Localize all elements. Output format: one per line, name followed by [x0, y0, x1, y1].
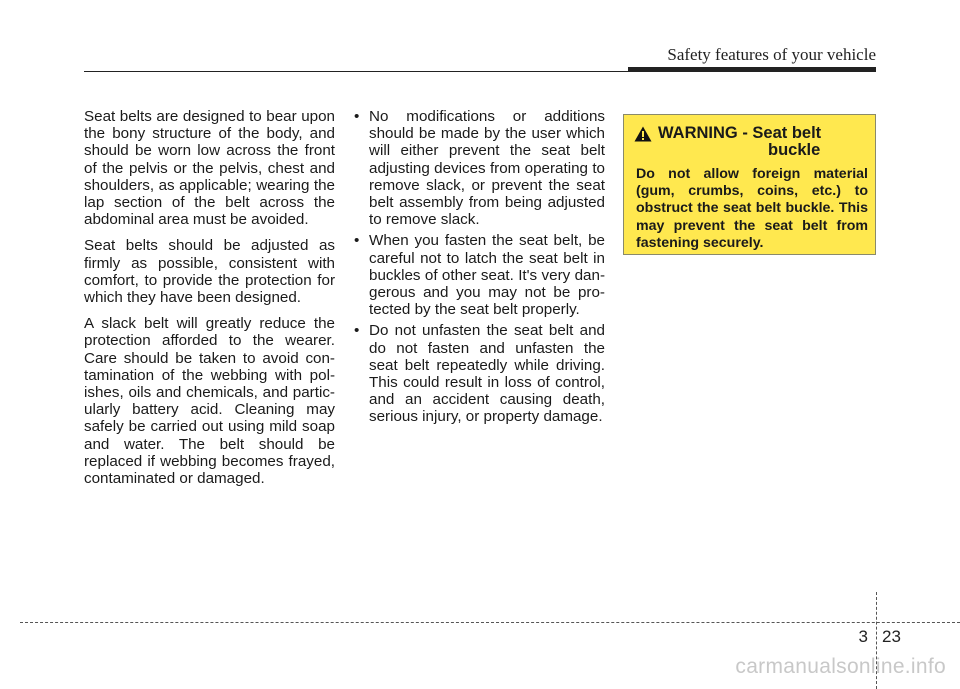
paragraph: Seat belts are designed to bear upon the bony structure of the body, and should be worn low across the front of the pelvis or the pelvis, chest and shoulders, as applicable; wearing the lap section of the belt across the abdominal area must be avoided.	[84, 108, 335, 229]
body-column-middle	[354, 108, 605, 430]
list-item	[354, 232, 605, 318]
paragraph: A slack belt will greatly reduce the protection afforded to the wearer. Care should be taken to avoid con-tamination of the webbing with pol-ishes, oils and chemicals, and partic-ularly battery acid. Cleaning may safely be carried out using mild soap and water. The belt should be replaced if webbing becomes frayed, contaminated or damaged.	[84, 315, 335, 488]
footer-divider	[20, 622, 960, 623]
list-item-text: No modifications or additions should be made by the user which will either prevent the seat belt adjusting devices from operating to remove slack, or prevent the seat belt assembly from being adjusted to remove slack.	[369, 108, 605, 229]
list-item	[354, 322, 605, 425]
section-title: Safety features of your vehicle	[667, 45, 876, 64]
warning-box	[623, 114, 876, 255]
list-item	[354, 108, 605, 228]
paragraph: Seat belts should be adjusted as firmly as possible, consistent with comfort, to provide the protection for which they have been designed.	[84, 237, 335, 307]
warning-title-line1: WARNING - Seat belt	[658, 124, 822, 142]
page-number: 23	[882, 627, 901, 646]
bullet-icon: •	[354, 322, 360, 340]
header-accent-bar	[628, 67, 876, 72]
warning-title	[624, 125, 877, 159]
list-item-text: When you fasten the seat belt, be careful not to latch the seat belt in buckles of other seat. It's very dan-gerous and you may not be pro-tected by the seat belt properly.	[369, 232, 605, 319]
warning-triangle-icon	[634, 126, 652, 142]
bullet-icon: •	[354, 108, 360, 125]
body-column-left	[84, 108, 335, 496]
bullet-icon: •	[354, 232, 360, 250]
warning-body: Do not allow foreign material (gum, crumbs, coins, etc.) to obstruct the seat belt buckle. This may prevent the seat belt from fastening securely.	[636, 166, 868, 251]
watermark: carmanualsonline.info	[735, 655, 946, 678]
list-item-text: Do not unfasten the seat belt and do not fasten and unfasten the seat belt repeatedly while driving. This could result in loss of control, and an accident causing death, serious injury, or property damage.	[369, 322, 605, 426]
warning-title-line2: buckle	[768, 141, 821, 159]
chapter-number: 3	[858, 627, 868, 646]
